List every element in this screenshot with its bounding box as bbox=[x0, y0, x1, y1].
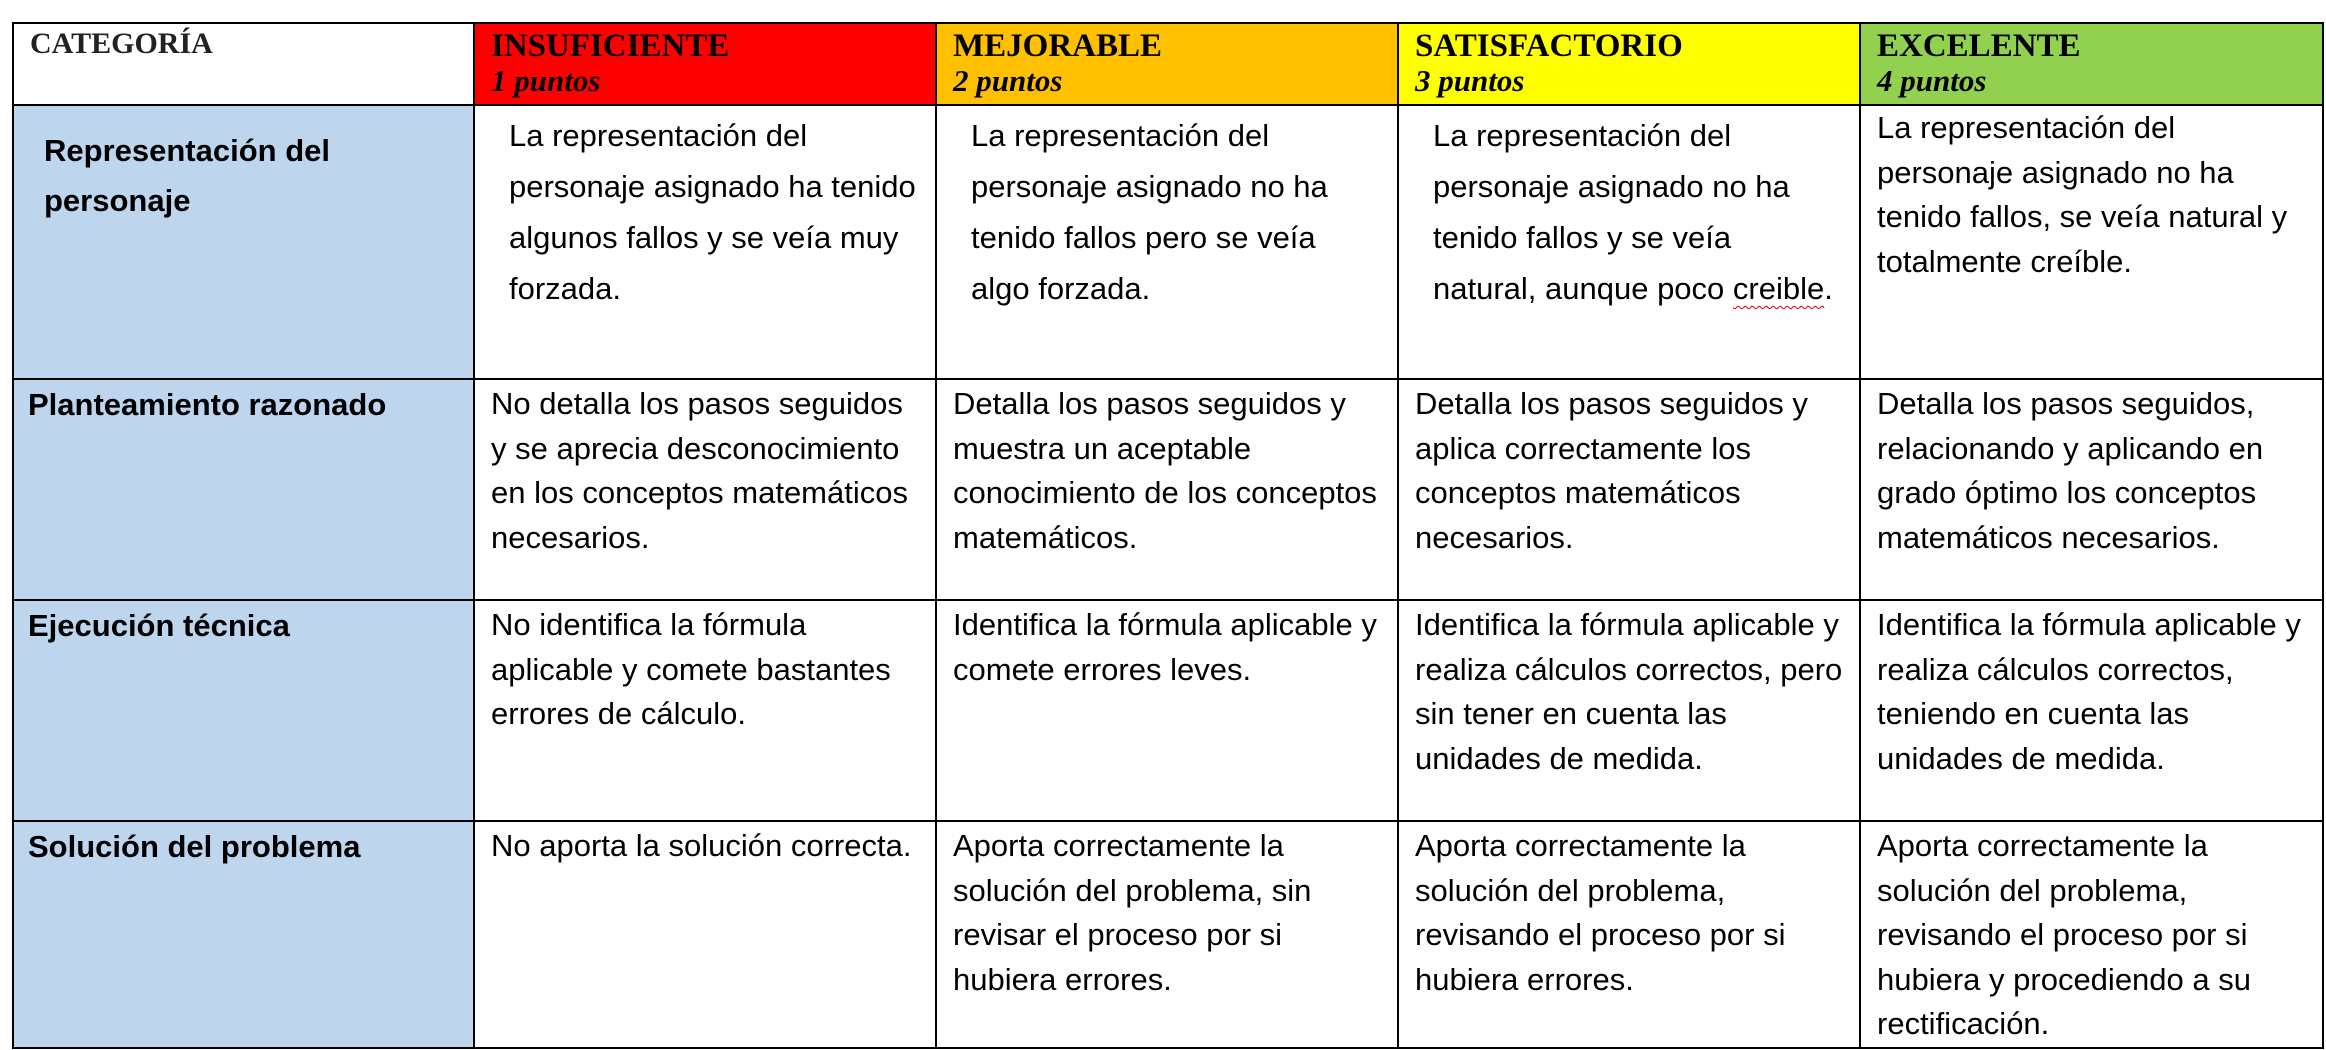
category-label: Planteamiento razonado bbox=[28, 387, 387, 422]
level-name: EXCELENTE bbox=[1877, 28, 2081, 64]
descriptor-text: Aporta correctamente la solución del problema, revisando el proceso por si hubiera errores. bbox=[1415, 828, 1786, 997]
level-points: 1 puntos bbox=[491, 63, 601, 98]
descriptor-cell bbox=[1398, 105, 1860, 379]
descriptor-cell bbox=[936, 105, 1398, 379]
rubric-table bbox=[12, 22, 2324, 1049]
table-row bbox=[13, 379, 2323, 600]
descriptor-text: Identifica la fórmula aplicable y comete errores leves. bbox=[953, 607, 1377, 687]
descriptor-text-main: La representación del personaje asignado no ha tenido fallos y se veía natural, aunque poco bbox=[1433, 118, 1790, 306]
descriptor-cell bbox=[474, 379, 936, 600]
descriptor-text: Detalla los pasos seguidos y muestra un aceptable conocimiento de los conceptos matemáticos. bbox=[953, 386, 1377, 555]
table-row bbox=[13, 105, 2323, 379]
category-cell bbox=[13, 600, 474, 821]
descriptor-text: Identifica la fórmula aplicable y realiza cálculos correctos, pero sin tener en cuenta las unidades de medida. bbox=[1415, 607, 1843, 776]
header-category-label: CATEGORÍA bbox=[30, 27, 213, 60]
descriptor-text: Detalla los pasos seguidos, relacionando y aplicando en grado óptimo los conceptos matemáticos necesarios. bbox=[1877, 386, 2264, 555]
header-level-mejorable bbox=[936, 23, 1398, 105]
descriptor-cell bbox=[1860, 821, 2323, 1048]
category-label: Solución del problema bbox=[28, 829, 361, 864]
descriptor-text: No identifica la fórmula aplicable y comete bastantes errores de cálculo. bbox=[491, 607, 891, 731]
descriptor-text: Detalla los pasos seguidos y aplica correctamente los conceptos matemáticos necesarios. bbox=[1415, 386, 1808, 555]
header-level-satisfactorio bbox=[1398, 23, 1860, 105]
descriptor-text bbox=[1399, 106, 1859, 314]
descriptor-cell bbox=[474, 600, 936, 821]
table-row bbox=[13, 600, 2323, 821]
level-points: 4 puntos bbox=[1877, 63, 1987, 98]
category-cell bbox=[13, 105, 474, 379]
category-cell bbox=[13, 821, 474, 1048]
spellcheck-underlined-word: creible bbox=[1732, 271, 1825, 306]
descriptor-text-end: . bbox=[1824, 271, 1833, 306]
level-name: INSUFICIENTE bbox=[491, 28, 730, 64]
descriptor-cell bbox=[1860, 600, 2323, 821]
descriptor-cell bbox=[1398, 379, 1860, 600]
descriptor-cell bbox=[1860, 379, 2323, 600]
descriptor-text: Aporta correctamente la solución del problema, sin revisar el proceso por si hubiera errores. bbox=[953, 828, 1312, 997]
descriptor-text: No detalla los pasos seguidos y se aprecia desconocimiento en los conceptos matemáticos necesarios. bbox=[491, 386, 908, 555]
descriptor-text: La representación del personaje asignado no ha tenido fallos pero se veía algo forzada. bbox=[971, 118, 1328, 306]
descriptor-text: La representación del personaje asignado ha tenido algunos fallos y se veía muy forzada. bbox=[509, 118, 916, 306]
descriptor-cell bbox=[474, 105, 936, 379]
category-cell bbox=[13, 379, 474, 600]
descriptor-cell bbox=[1398, 821, 1860, 1048]
level-points: 2 puntos bbox=[953, 63, 1063, 98]
level-name: SATISFACTORIO bbox=[1415, 28, 1683, 64]
descriptor-cell bbox=[1398, 600, 1860, 821]
descriptor-text: La representación del personaje asignado no ha tenido fallos, se veía natural y totalmente creíble. bbox=[1877, 110, 2288, 279]
category-label: Representación del personaje bbox=[44, 133, 330, 218]
header-category-cell bbox=[13, 23, 474, 105]
header-row bbox=[13, 23, 2323, 105]
category-label: Ejecución técnica bbox=[28, 608, 290, 643]
header-level-excelente bbox=[1860, 23, 2323, 105]
descriptor-cell bbox=[474, 821, 936, 1048]
descriptor-text: No aporta la solución correcta. bbox=[491, 828, 912, 863]
descriptor-cell bbox=[936, 821, 1398, 1048]
descriptor-cell bbox=[1860, 105, 2323, 379]
descriptor-cell bbox=[936, 379, 1398, 600]
header-level-insuficiente bbox=[474, 23, 936, 105]
descriptor-cell bbox=[936, 600, 1398, 821]
level-name: MEJORABLE bbox=[953, 28, 1163, 64]
table-row bbox=[13, 821, 2323, 1048]
descriptor-text: Aporta correctamente la solución del problema, revisando el proceso por si hubiera y procediendo a su rectificación. bbox=[1877, 828, 2251, 1041]
level-points: 3 puntos bbox=[1415, 63, 1525, 98]
descriptor-text: Identifica la fórmula aplicable y realiza cálculos correctos, teniendo en cuenta las unidades de medida. bbox=[1877, 607, 2301, 776]
